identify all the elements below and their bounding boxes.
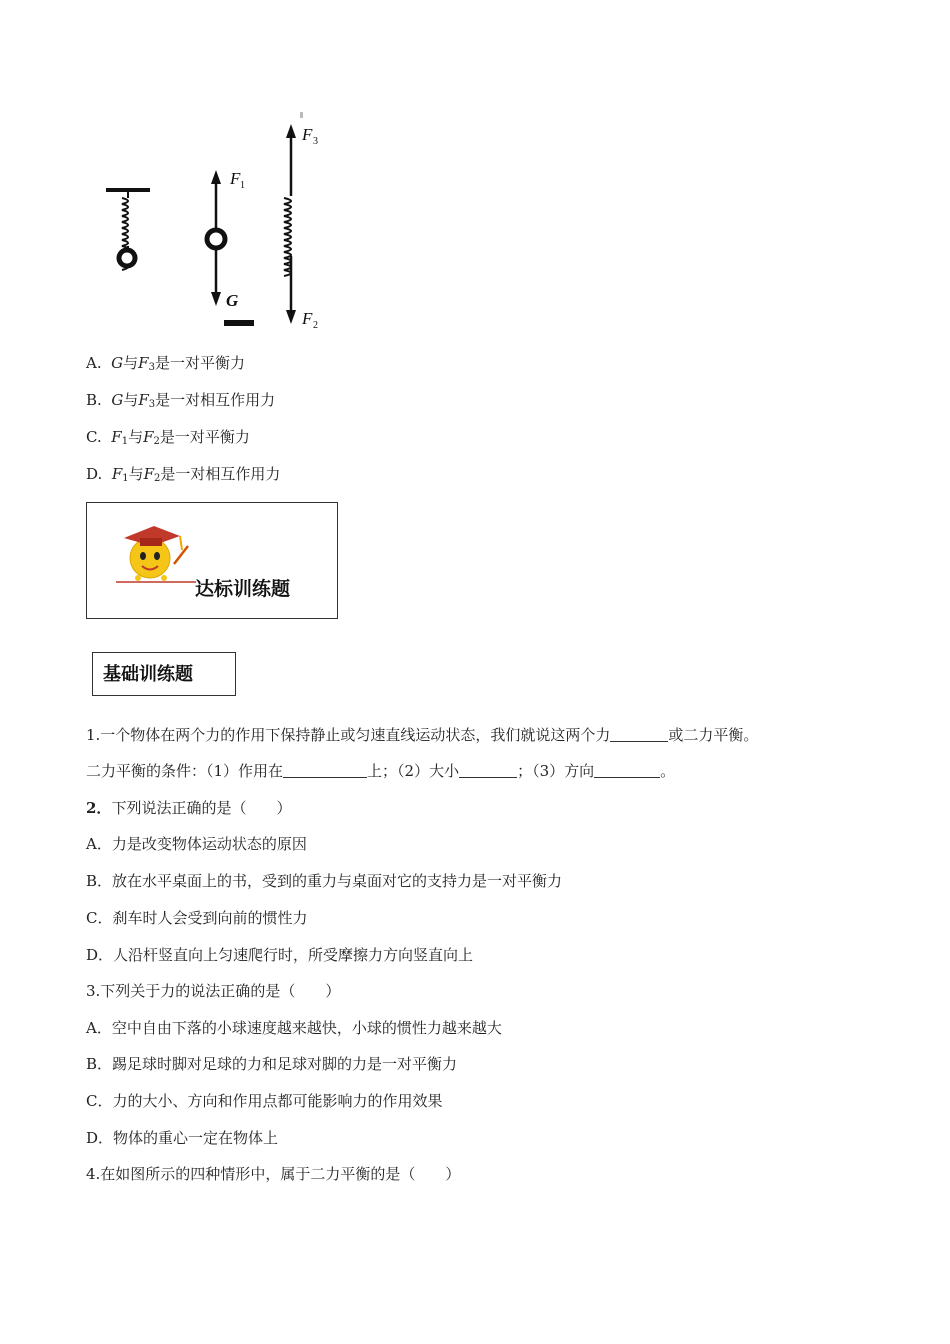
hanging-spring-ball <box>106 190 150 270</box>
section-title: 基础训练题 <box>103 664 193 685</box>
prev-option-a: A. G与$F_3$是一对平衡力 <box>86 354 245 373</box>
q2-option-c: C．刹车时人会受到向前的惯性力 <box>86 909 308 927</box>
label-f1: F <box>230 169 241 188</box>
label-g: G <box>226 291 239 310</box>
q2-option-a: A．力是改变物体运动状态的原因 <box>86 835 307 853</box>
q3-option-d: D．物体的重心一定在物体上 <box>86 1129 279 1147</box>
ball-force-pair <box>207 169 254 326</box>
force-diagram-figure <box>100 108 340 330</box>
banner-title: 达标训练题 <box>195 578 291 600</box>
q1-line1: 1.一个物体在两个力的作用下保持静止或匀速直线运动状态，我们就说这两个力 或二力平衡。 <box>86 726 759 744</box>
q1-blank-2[interactable] <box>283 763 367 778</box>
label-f3-sub: 3 <box>313 136 318 147</box>
prev-option-d: D. $F_1$与$F_2$是一对相互作用力 <box>86 465 281 484</box>
q3-option-c: C．力的大小、方向和作用点都可能影响力的作用效果 <box>86 1092 443 1110</box>
label-f2: F <box>302 309 313 328</box>
q2-stem: 2．下列说法正确的是（ ） <box>86 799 292 817</box>
label-f3: F <box>302 125 313 144</box>
prev-option-b: B. G与$F_3$是一对相互作用力 <box>86 391 276 410</box>
q1-blank-3[interactable] <box>459 763 517 778</box>
q1-line2: 二力平衡的条件：（1）作用在 上；（2）大小 ；（3）方向 。 <box>86 762 676 780</box>
q2-option-d: D．人沿杆竖直向上匀速爬行时，所受摩擦力方向竖直向上 <box>86 946 474 964</box>
q3-option-a: A．空中自由下落的小球速度越来越快，小球的惯性力越来越大 <box>86 1019 502 1037</box>
prev-option-c: C. $F_1$与$F_2$是一对平衡力 <box>86 428 250 447</box>
spring-force-pair <box>284 112 318 330</box>
q3-stem: 3.下列关于力的说法正确的是（ ） <box>86 982 341 1000</box>
q1-blank-1[interactable] <box>610 727 668 742</box>
q3-option-b: B．踢足球时脚对足球的力和足球对脚的力是一对平衡力 <box>86 1055 458 1073</box>
q4-stem: 4.在如图所示的四种情形中，属于二力平衡的是（ ） <box>86 1165 461 1183</box>
q1-blank-4[interactable] <box>594 763 660 778</box>
q2-option-b: B．放在水平桌面上的书，受到的重力与桌面对它的支持力是一对平衡力 <box>86 872 563 890</box>
graduate-mascot-icon <box>108 516 198 592</box>
label-f1-sub: 1 <box>240 180 245 191</box>
label-f2-sub: 2 <box>313 320 318 330</box>
